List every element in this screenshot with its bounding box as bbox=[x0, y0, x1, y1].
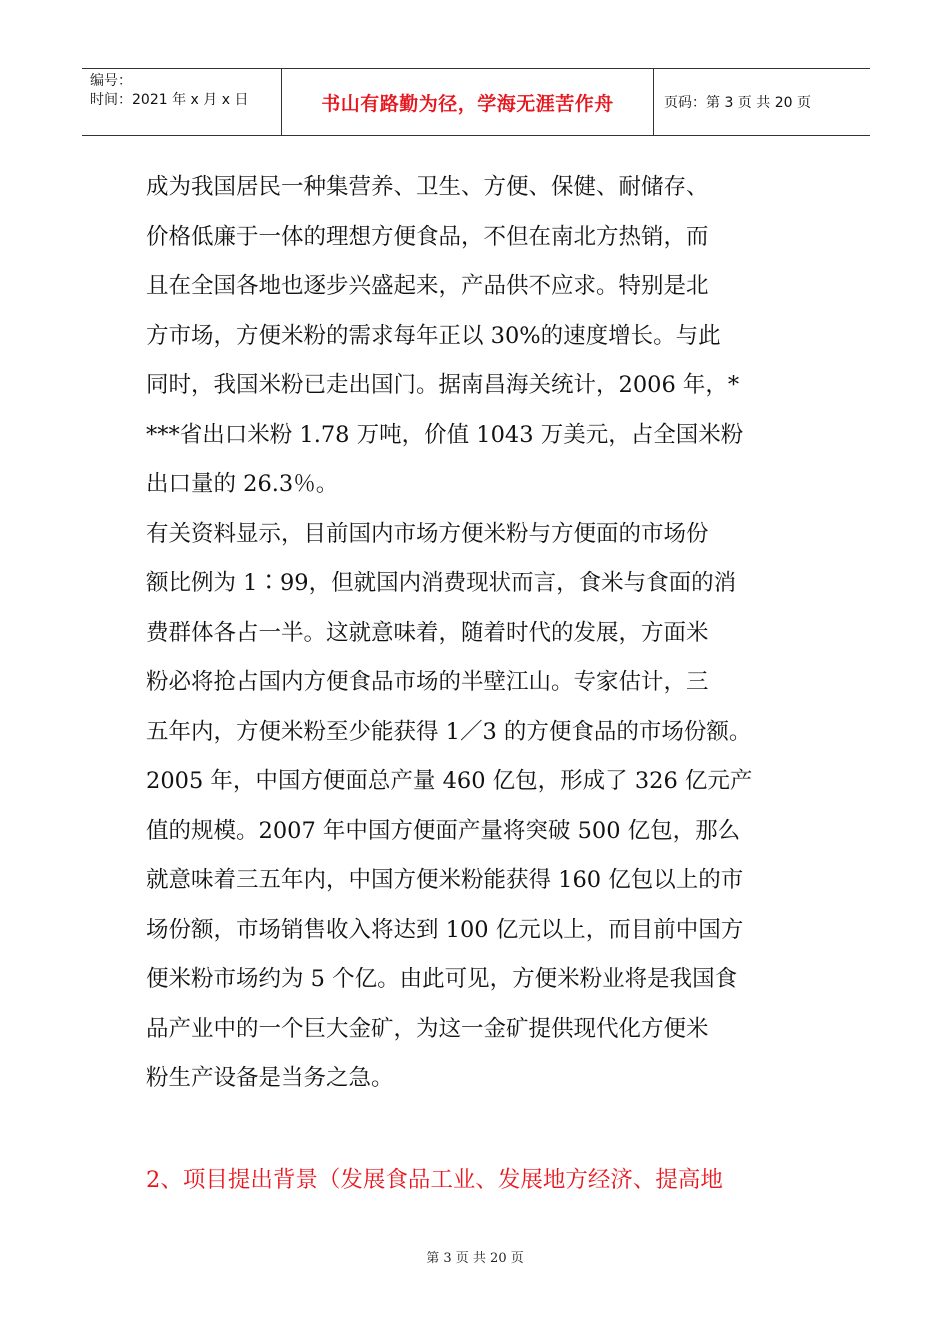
text-line: 出口量的 26.3％。 bbox=[146, 471, 339, 497]
page-footer: 第 3 页 共 20 页 bbox=[426, 1251, 524, 1266]
date-label: 时间：2021 年 x 月 x 日 bbox=[90, 92, 249, 108]
text-line: 且在全国各地也逐步兴盛起来，产品供不应求。特别是北 bbox=[146, 273, 709, 299]
text-line: 价格低廉于一体的理想方便食品，不但在南北方热销，而 bbox=[146, 223, 709, 250]
text-line: 场份额，市场销售收入将达到 100 亿元以上，而目前中国方 bbox=[146, 916, 744, 943]
header-meta bbox=[82, 69, 282, 135]
serial-number-label: 编号： bbox=[90, 73, 132, 89]
text-line: 同时，我国米粉已走出国门。据南昌海关统计，2006 年，* bbox=[146, 372, 740, 398]
text-line: ***省出口米粉 1.78 万吨，价值 1043 万美元，占全国米粉 bbox=[146, 421, 744, 448]
header-page-cell bbox=[654, 69, 870, 135]
text-line: 成为我国居民一种集营养、卫生、方便、保健、耐储存、 bbox=[146, 174, 709, 200]
text-line: 粉必将抢占国内方便食品市场的半壁江山。专家估计，三 bbox=[146, 669, 709, 695]
text-line: 就意味着三五年内，中国方便米粉能获得 160 亿包以上的市 bbox=[146, 867, 744, 893]
header-motto-cell bbox=[282, 69, 654, 135]
text-line: 费群体各占一半。这就意味着，随着时代的发展，方面米 bbox=[146, 619, 709, 646]
text-line: 有关资料显示，目前国内市场方便米粉与方便面的市场份 bbox=[146, 520, 709, 547]
text-line: 方市场，方便米粉的需求每年正以 30%的速度增长。与此 bbox=[146, 322, 721, 349]
text-line: 粉生产设备是当务之急。 bbox=[146, 1065, 394, 1091]
text-line: 值的规模。2007 年中国方便面产量将突破 500 亿包，那么 bbox=[146, 817, 741, 844]
section-heading: 2、项目提出背景（发展食品工业、发展地方经济、提高地 bbox=[146, 1167, 723, 1193]
body-text bbox=[146, 163, 818, 1104]
text-line: 五年内，方便米粉至少能获得 1／3 的方便食品的市场份额。 bbox=[146, 718, 752, 745]
text-line: 便米粉市场约为 5 个亿。由此可见，方便米粉业将是我国食 bbox=[146, 966, 738, 992]
text-line: 品产业中的一个巨大金矿，为这一金矿提供现代化方便米 bbox=[146, 1015, 709, 1042]
motto: 书山有路勤为径，学海无涯苦作舟 bbox=[321, 92, 614, 115]
text-line: 额比例为 1∶99，但就国内消费现状而言，食米与食面的消 bbox=[146, 570, 737, 596]
page-number-label: 页码：第 3 页 共 20 页 bbox=[664, 95, 811, 111]
text-line: 2005 年，中国方便面总产量 460 亿包，形成了 326 亿元产 bbox=[146, 768, 753, 794]
page-header bbox=[82, 68, 870, 136]
